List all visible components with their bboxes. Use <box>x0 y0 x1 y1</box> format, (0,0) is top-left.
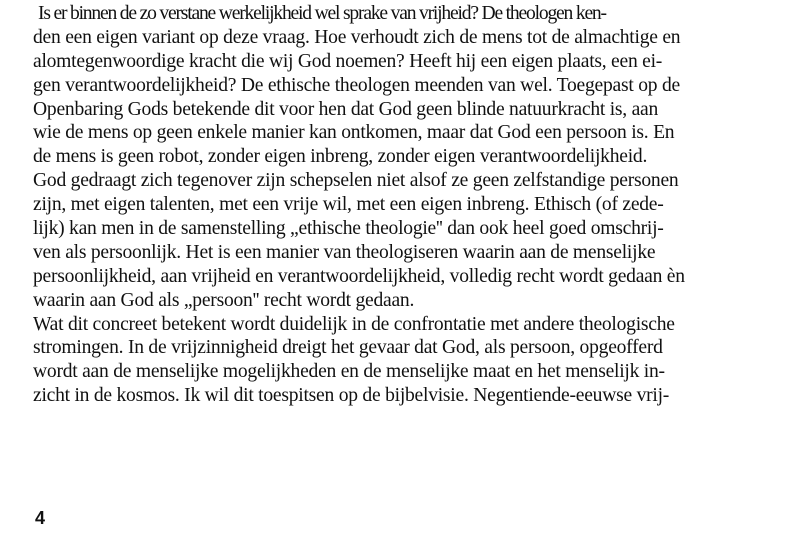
text-line: stromingen. In de vrijzinnigheid dreigt het gevaar dat God, als persoon, opgeofferd <box>33 337 663 359</box>
text-line: God gedraagt zich tegenover zijn schepselen niet alsof ze geen zelfstandige personen <box>33 170 679 192</box>
page-number: 4 <box>35 508 46 528</box>
text-line: wordt aan de menselijke mogelijkheden en de menselijke maat en het menselijk in- <box>33 361 665 383</box>
text-line: den een eigen variant op deze vraag. Hoe verhoudt zich de mens tot de almachtige en <box>33 26 681 48</box>
text-line: waarin aan God als „persoon'' recht wordt gedaan. <box>33 289 415 311</box>
text-line: zicht in de kosmos. Ik wil dit toespitsen op de bijbelvisie. Negentiende-eeuwse vrij- <box>33 385 670 407</box>
body-text <box>33 2 773 408</box>
text-line: alomtegenwoordige kracht die wij God noemen? Heeft hij een eigen plaats, een ei- <box>33 50 663 72</box>
text-line: wie de mens op geen enkele manier kan ontkomen, maar dat God een persoon is. En <box>33 122 675 144</box>
text-line: de mens is geen robot, zonder eigen inbreng, zonder eigen verantwoordelijkheid. <box>33 146 648 168</box>
text-line: zijn, met eigen talenten, met een vrije wil, met een eigen inbreng. Ethisch (of zede- <box>33 194 664 216</box>
text-line: ven als persoonlijk. Het is een manier van theologiseren waarin aan de menselijke <box>33 241 656 263</box>
text-line: Openbaring Gods betekende dit voor hen dat God geen blinde natuurkracht is, aan <box>33 98 659 120</box>
text-line: Wat dit concreet betekent wordt duidelijk in de confrontatie met andere theologische <box>33 313 675 335</box>
text-line: Is er binnen de zo verstane werkelijkheid wel sprake van vrijheid? De theologen ken- <box>38 3 606 24</box>
text-line: lijk) kan men in de samenstelling „ethische theologie'' dan ook heel goed omschrij- <box>33 218 664 240</box>
text-line: gen verantwoordelijkheid? De ethische theologen meenden van wel. Toegepast op de <box>33 74 680 96</box>
text-line: persoonlijkheid, aan vrijheid en verantwoordelijkheid, volledig recht wordt gedaan èn <box>33 265 685 287</box>
